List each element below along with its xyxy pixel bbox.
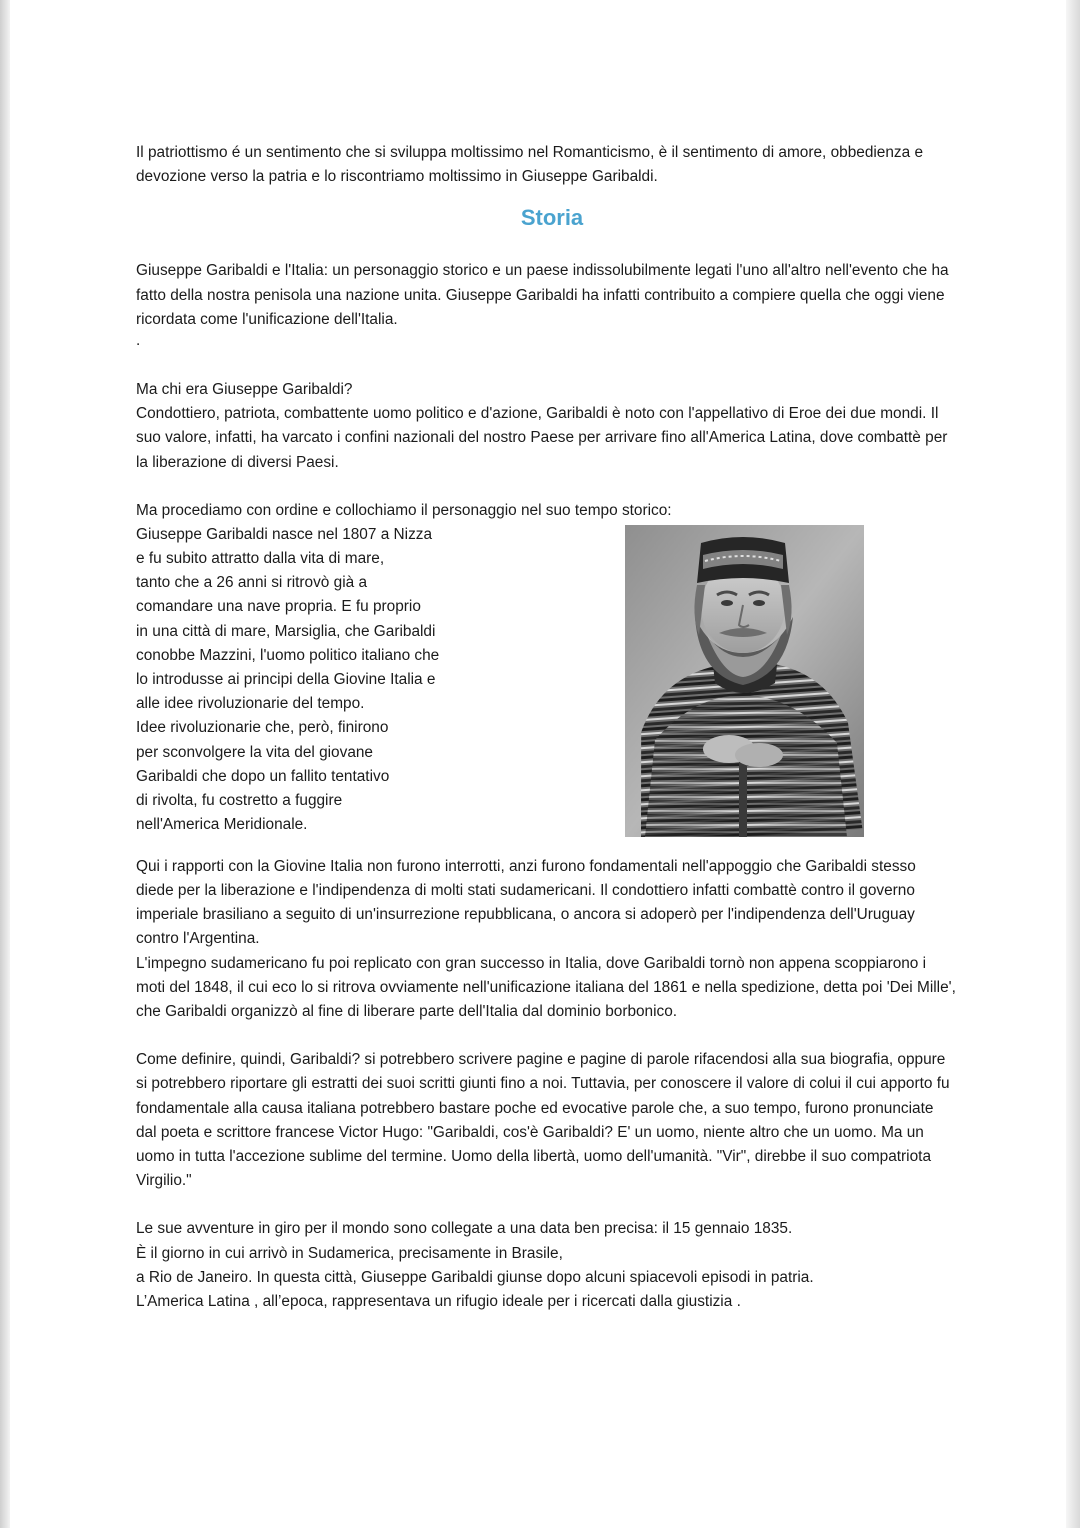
paragraph-1835 — [136, 1217, 956, 1314]
paragraph-victor-hugo: Come definire, quindi, Garibaldi? si potrebbero scrivere pagine e pagine di parole rifacendosi alla sua biografia, oppure si potrebbero riportare gli estratti dei suoi scritti giunti fino a noi. Tuttavia, per conoscere il valore di colui il cui apporto fu fondamentale alla causa italiana potrebbero bastare poche ed evocative parole che, a suo tempo, furono pronunciate dal poeta e scrittore francese Victor Hugo: "Garibaldi, cos'è Garibaldi? E' un uomo, niente altro che un uomo. Ma un uomo in tutta l'accezione sublime del termine. Uomo della libertà, uomo dell'umanità. "Vir", direbbe il suo compatriota Virgilio." — [136, 1051, 950, 1190]
paragraph-1835-line: L’America Latina , all’epoca, rappresentava un rifugio ideale per i ricercati dalla giustizia . — [136, 1293, 741, 1311]
biography-line: alle idee rivoluzionarie del tempo. — [136, 695, 365, 713]
paragraph-1835-line: Le sue avventure in giro per il mondo sono collegate a una data ben precisa: il 15 gennaio 1835. — [136, 1220, 793, 1238]
biography-line: e fu subito attratto dalla vita di mare, — [136, 550, 385, 568]
intro-paragraph: Il patriottismo é un sentimento che si sviluppa moltissimo nel Romanticismo, è il sentimento di amore, obbedienza e devozione verso la patria e lo riscontriamo moltissimo in Giuseppe Garibaldi. — [136, 144, 924, 186]
paragraph-1835-line: a Rio de Janeiro. In questa città, Giuseppe Garibaldi giunse dopo alcuni spiacevoli episodi in patria. — [136, 1268, 814, 1286]
biography-line: conobbe Mazzini, l'uomo politico italiano che — [136, 646, 440, 664]
paragraph-sudamerica: Qui i rapporti con la Giovine Italia non furono interrotti, anzi furono fondamentali nell'appoggio che Garibaldi stesso diede per la liberazione e l'indipendenza di molti stati sudamericani. Il condottiero infatti combattè contro il governo imperiale brasiliano a seguito di un'insurrezione repubblicana, o ancora si adoperò per l'indipendenza dell'Uruguay contro l'Argentina. — [136, 857, 916, 948]
stray-dot: . — [136, 332, 141, 350]
biography-line: Idee rivoluzionarie che, però, finirono — [136, 719, 389, 737]
biography-line: nell'America Meridionale. — [136, 816, 308, 834]
paragraph-unification: Giuseppe Garibaldi e l'Italia: un personaggio storico e un paese indissolubilmente legati l'uno all'altro nell'evento che ha fatto della nostra penisola una nazione unita. Giuseppe Garibaldi ha infatti contribuito a compiere quella che oggi viene ricordata come l'unificazione dell'Italia. — [136, 262, 949, 328]
paragraph-italia-1848: L'impegno sudamericano fu poi replicato con gran successo in Italia, dove Garibaldi tornò non appena scoppiarono i moti del 1848, il cui eco lo si ritrova ovviamente nell'unificazione italiana del 1861 e nella spedizione, detta poi 'Dei Mille', che Garibaldi organizzò al fine di liberare parte dell'Italia dal dominio borbonico. — [136, 954, 956, 1021]
document-content — [136, 141, 956, 1314]
biography-lead: Ma procediamo con ordine e collochiamo il personaggio nel suo tempo storico: — [136, 501, 672, 519]
question-heading: Ma chi era Giuseppe Garibaldi? — [136, 381, 353, 399]
biography-line: comandare una nave propria. E fu proprio — [136, 598, 421, 616]
garibaldi-portrait-image — [625, 525, 864, 837]
biography-line: Giuseppe Garibaldi nasce nel 1807 a Nizza — [136, 525, 433, 543]
biography-line: in una città di mare, Marsiglia, che Garibaldi — [136, 622, 436, 640]
biography-line: lo introdusse ai principi della Giovine Italia e — [136, 671, 436, 689]
biography-block — [136, 499, 956, 833]
biography-line: Garibaldi che dopo un fallito tentativo — [136, 767, 390, 785]
section-title: Storia — [520, 205, 584, 231]
page-right-edge — [1066, 0, 1080, 1528]
page-left-edge — [0, 0, 10, 1528]
biography-line: di rivolta, fu costretto a fuggire — [136, 792, 343, 810]
biography-line: tanto che a 26 anni si ritrovò già a — [136, 574, 368, 592]
paragraph-1835-line: È il giorno in cui arrivò in Sudamerica, precisamente in Brasile, — [136, 1244, 563, 1262]
biography-lines — [136, 523, 536, 838]
paragraph-eroe-dei-due-mondi: Condottiero, patriota, combattente uomo politico e d'azione, Garibaldi è noto con l'appellativo di Eroe dei due mondi. Il suo valore, infatti, ha varcato i confini nazionali del nostro Paese per arrivare fino all'America Latina, dove combattè per la liberazione di diversi Paesi. — [136, 405, 948, 471]
biography-line: per sconvolgere la vita del giovane — [136, 743, 373, 761]
document-page — [10, 0, 1066, 1528]
